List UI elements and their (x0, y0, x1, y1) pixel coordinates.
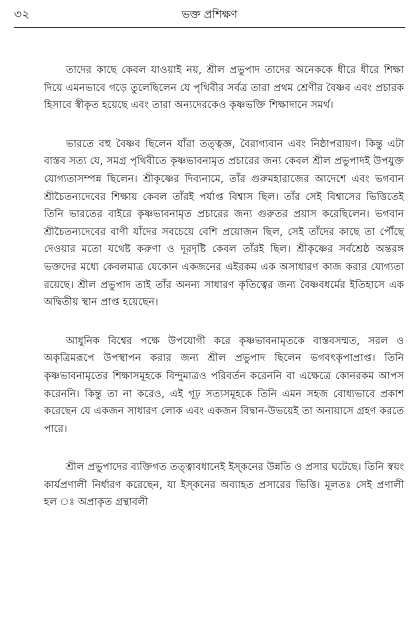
paragraph-1: তাদের কাছে কেবল যাওয়াই নয়, শ্রীল প্রভুপাদ তাদের অনেককে ধীরে ধীরে শিক্ষা দিয়ে এমনভাবে গড়ে তুলেছিলেন যে পৃথিবীর সর্বত্র তারা প্রথম শ্রেণীর বৈষ্ণব এবং প্রচারক হিসাবে স্বীকৃত হয়েছে এবং তারা অন্যদেরকেও কৃষ্ণভক্তি শিক্ষাদানে সমর্থ। (44, 65, 404, 112)
page-number: ৩২ (14, 7, 30, 21)
running-title: ভক্ত প্রশিক্ষণ (181, 8, 238, 21)
paragraph-4: শ্রীল প্রভুপাদের ব্যক্তিগত তত্ত্বাবধানেই ইস্‌কনের উন্নতি ও প্রসার ঘটেছে। তিনি স্বয়ং কার্যপ্রণালী নির্ধারণ করেছেন, যা ইস্‌কনের অব্যাহত প্রসারের ভিত্তি। মূলতঃ সেই প্রণালী হল ঃ অপ্রাকৃত গ্রন্থাবলী (44, 462, 404, 509)
paragraph-3: আধুনিক বিশ্বের পক্ষে উপযোগী করে কৃষ্ণভাবনামৃতকে বাস্তবসম্মত, সরল ও অকৃত্রিমরূপে উপস্থাপন করার জন্য শ্রীল প্রভুপাদ ছিলেন ভগবৎকৃপাপ্রাপ্ত। তিনি কৃষ্ণভাবনামৃতের শিক্ষাসমূহকে বিন্দুমাত্রও পরিবর্তন করেননি বা এক্ষেত্রে কোনরকম আপস করেননি। কিন্তু তা না করেও, এই গূঢ় সত্যসমূহকে তিনি এমন সহজ বোধ্যভাবে প্রকাশ করেছেন যে একজন সাধারণ লোক এবং একজন বিদ্বান-উভয়েই তা অনায়াসে গ্রহণ করতে পারে। (44, 335, 404, 435)
paragraph-2: ভারতে বহু বৈষ্ণব ছিলেন যাঁরা তত্ত্বজ্ঞ, বৈরাগ্যবান এবং নিষ্ঠাপরায়ণ। কিন্তু এটা বাস্তব সত্য যে, সমগ্র পৃথিবীতে কৃষ্ণভাবনামৃত প্রচারের জন্য কেবল শ্রীল প্রভুপাদই উপযুক্ত যোগ্যতাসম্পন্ন ছিলেন। শ্রীকৃষ্ণের দিব্যনামে, তাঁর গুরুমহারাজের আদেশে এবং ভগবান শ্রীচৈতন্যদেবের শিক্ষায় কেবল তাঁরই পর্যাপ্ত বিশ্বাস ছিল। তাঁর সেই বিশ্বাসের ভিত্তিতেই তিনি ভারতের বাইরে কৃষ্ণভাবনামৃত প্রচারের জন্য গুরুতর প্রয়াস করেছিলেন। ভগবান শ্রীচৈতন্যদেবের বাণী যাঁদের সবচেয়ে বেশি প্রয়োজন ছিল, সেই তাঁদের কাছে তা পৌঁছে দেওয়ার মতো যথেষ্ট করুণা ও দূরদৃষ্টি কেবল তাঁরই ছিল। শ্রীকৃষ্ণের সর্বশ্রেষ্ঠ অন্তরঙ্গ ভক্তদের মধ্যে কেবলমাত্র যেকোন একজনের এইরকম এক অসাধারণ কাজ করার যোগ্যতা রয়েছে। শ্রীল প্রভুপাদ তাই তাঁর অনন্য সাধারণ কৃতিত্বের জন্য বৈষ্ণবধর্মের ইতিহাসে এক অদ্বিতীয় স্থান প্রাপ্ত হয়েছেন। (44, 138, 404, 309)
page-header (14, 6, 405, 26)
header-divider (14, 27, 405, 28)
body-text (44, 62, 404, 512)
